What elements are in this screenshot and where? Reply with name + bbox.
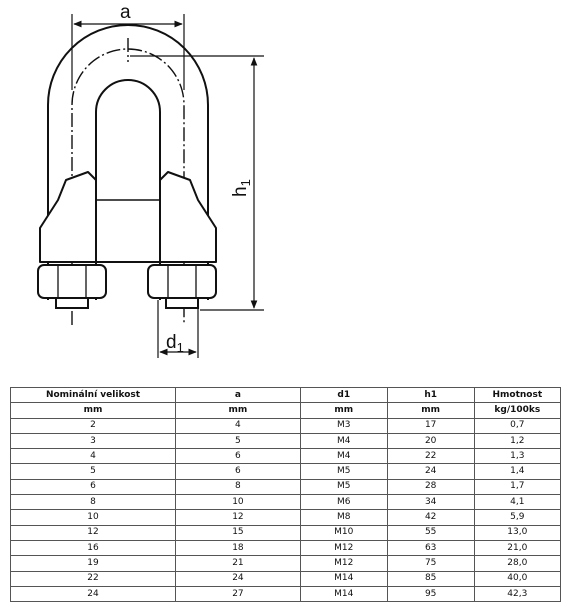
table-cell: M3	[300, 418, 387, 433]
table-row	[11, 479, 561, 494]
table-cell: M12	[300, 540, 387, 555]
table-row	[11, 433, 561, 448]
table-cell: 28,0	[474, 556, 560, 571]
table-row	[11, 449, 561, 464]
header-nominal-size: Nominální velikost	[11, 388, 176, 403]
table-cell: 15	[176, 525, 301, 540]
table-cell: 3	[11, 433, 176, 448]
table-cell: M14	[300, 586, 387, 601]
table-cell: 24	[176, 571, 301, 586]
table-cell: 17	[387, 418, 474, 433]
table-cell: 75	[387, 556, 474, 571]
dimension-a-label: a	[120, 2, 131, 23]
table-cell: 85	[387, 571, 474, 586]
table-cell: 34	[387, 495, 474, 510]
table-cell: 21,0	[474, 540, 560, 555]
table-cell: 95	[387, 586, 474, 601]
table-cell: 4,1	[474, 495, 560, 510]
dimension-h1-label: $h_1$	[230, 179, 253, 197]
table-cell: 12	[11, 525, 176, 540]
table-cell: 6	[176, 464, 301, 479]
header-weight: Hmotnost	[474, 388, 560, 403]
dimension-table	[10, 387, 561, 602]
table-cell: M5	[300, 479, 387, 494]
table-cell: 5	[11, 464, 176, 479]
table-cell: 0,7	[474, 418, 560, 433]
table-cell: 21	[176, 556, 301, 571]
table-row	[11, 540, 561, 555]
table-cell: 1,2	[474, 433, 560, 448]
table-cell: 27	[176, 586, 301, 601]
table-cell: 42	[387, 510, 474, 525]
header-a: a	[176, 388, 301, 403]
table-cell: M14	[300, 571, 387, 586]
table-header-row	[11, 388, 561, 403]
table-cell: 22	[387, 449, 474, 464]
table-cell: 5	[176, 433, 301, 448]
table-cell: 2	[11, 418, 176, 433]
table-row	[11, 510, 561, 525]
unit-cell: mm	[11, 403, 176, 418]
table-cell: 6	[11, 479, 176, 494]
table-row	[11, 525, 561, 540]
table-row	[11, 418, 561, 433]
table-row	[11, 586, 561, 601]
table-cell: 1,7	[474, 479, 560, 494]
table-row	[11, 571, 561, 586]
table-cell: 28	[387, 479, 474, 494]
table-cell: 10	[176, 495, 301, 510]
table-cell: M4	[300, 449, 387, 464]
table-cell: M5	[300, 464, 387, 479]
table-body	[11, 418, 561, 602]
unit-cell: mm	[176, 403, 301, 418]
table-cell: 8	[11, 495, 176, 510]
table-cell: M6	[300, 495, 387, 510]
table-cell: 12	[176, 510, 301, 525]
saddle	[40, 172, 216, 262]
unit-cell: mm	[387, 403, 474, 418]
unit-cell: kg/100ks	[474, 403, 560, 418]
table-cell: 20	[387, 433, 474, 448]
nut-left	[38, 265, 106, 308]
dimension-d1-label: $d_1$	[166, 332, 184, 355]
table-cell: 1,4	[474, 464, 560, 479]
table-cell: 5,9	[474, 510, 560, 525]
table-cell: 40,0	[474, 571, 560, 586]
table-row	[11, 556, 561, 571]
table-cell: M8	[300, 510, 387, 525]
table-cell: M12	[300, 556, 387, 571]
table-cell: 16	[11, 540, 176, 555]
table-cell: 24	[387, 464, 474, 479]
unit-cell: mm	[300, 403, 387, 418]
table-units-row	[11, 403, 561, 418]
table-cell: 6	[176, 449, 301, 464]
table-row	[11, 464, 561, 479]
header-d1: d1	[300, 388, 387, 403]
table-cell: 18	[176, 540, 301, 555]
table-cell: 4	[11, 449, 176, 464]
table-cell: 19	[11, 556, 176, 571]
table-cell: M10	[300, 525, 387, 540]
table-cell: M4	[300, 433, 387, 448]
table-row	[11, 495, 561, 510]
table-cell: 4	[176, 418, 301, 433]
header-h1: h1	[387, 388, 474, 403]
table-cell: 1,3	[474, 449, 560, 464]
table-cell: 22	[11, 571, 176, 586]
table-cell: 10	[11, 510, 176, 525]
table-cell: 63	[387, 540, 474, 555]
table-cell: 42,3	[474, 586, 560, 601]
table-cell: 13,0	[474, 525, 560, 540]
table-cell: 8	[176, 479, 301, 494]
table-cell: 24	[11, 586, 176, 601]
table-cell: 55	[387, 525, 474, 540]
